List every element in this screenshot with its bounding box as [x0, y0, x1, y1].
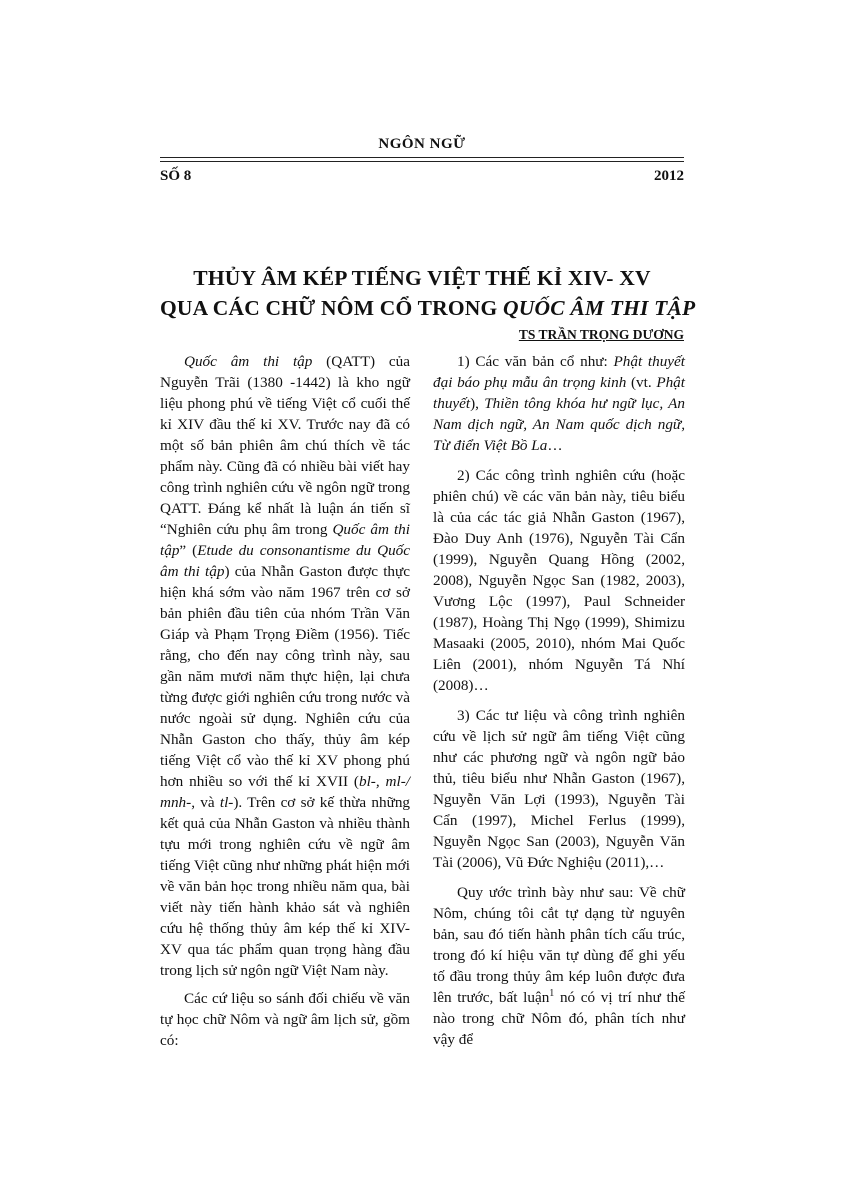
right-column — [433, 351, 685, 1059]
text-run: (QATT) của Nguyễn Trãi (1380 -1442) là kho ngữ liệu phong phú về tiếng Việt cổ cuối thế kỉ XIV đầu thế kỉ XV. Trước nay đã có một số bản phiên âm chú thích về tác phẩm này. Cũng đã có nhiều bài viết hay công trình nghiên cứu về ngôn ngữ trong QATT. Đáng kể nhất là luận án tiến sĩ “Nghiên cứu phụ âm trong — [160, 353, 410, 538]
text-run: , và — [191, 794, 220, 811]
text-run: bl-, ml-/ mnh- — [160, 773, 410, 811]
right-paragraph-4-b: nó có vị trí như thế nào trong chữ Nôm đó, phân tích như vậy để — [433, 989, 685, 1048]
text-run: Quốc âm thi tập — [160, 521, 410, 559]
text-run: ” ( — [179, 542, 198, 559]
right-paragraph-3: 3) Các tư liệu và công trình nghiên cứu về lịch sử ngữ âm tiếng Việt cũng như các phương ngữ và ngôn ngữ bảo thủ, tiêu biểu như Nhẫn Gaston (1967), Nguyễn Văn Lợi (1993), Nguyễn Tài Cẩn (1997), Michel Ferlus (1999), Nguyễn Ngọc San (2003), Nguyễn Văn Tài (2006), Vũ Đức Nghiệu (2011),… — [433, 707, 685, 871]
text-run: Thiền tông khóa hư ngữ lục, An Nam dịch ngữ, An Nam quốc dịch ngữ, Từ điển Việt Bồ La — [433, 395, 685, 454]
article-title-line1: THỦY ÂM KÉP TIẾNG VIỆT THẾ KỈ XIV- XV — [193, 266, 651, 290]
footnote-ref: 1 — [549, 987, 555, 999]
journal-name: NGÔN NGỮ — [378, 136, 466, 152]
issue-year: 2012 — [654, 168, 684, 184]
text-run: Phật thuyết đại báo phụ mẫu ân trọng kinh — [433, 353, 686, 391]
right-paragraph-4 — [433, 882, 685, 1050]
text-run: … — [547, 437, 563, 454]
right-paragraph-2: 2) Các công trình nghiên cứu (hoặc phiên chú) về các văn bản này, tiêu biểu là của các tác giả Nhẫn Gaston (1967), Đào Duy Anh (1976), Nguyễn Tài Cẩn (1999), Nguyễn Quang Hồng (2002, 2008), Nguyễn Ngọc San (1982, 2003), Vương Lộc (1997), Paul Schneider (1987), Hoàng Thị Ngọ (1999), Shimizu Masaaki (2005, 2010), nhóm Mai Quốc Liên (2001), nhóm Nguyễn Tá Nhí (2008)… — [433, 467, 685, 694]
title-line2-prefix: QUA CÁC CHỮ NÔM CỔ TRONG — [160, 296, 504, 320]
left-column — [160, 351, 410, 1058]
text-run: Quốc âm thi tập — [184, 353, 313, 370]
text-run: ) của Nhẫn Gaston được thực hiện khá sớm vào năm 1967 trên cơ sở bản phiên đầu tiên của nhóm Trần Văn Giáp và Phạm Trọng Điềm (1956). Tiếc rằng, cho đến nay công trình này, sau gần năm mươi năm thực hiện, lại chưa từng được giới nghiên cứu trong nước và nước ngoài sử dụng. Nghiên cứu của Nhẫn Gaston cho thấy, thủy âm kép tiếng Việt cổ vào thế kỉ XV phong phú hơn nhiều so với thế kỉ XVII ( — [160, 563, 410, 790]
article-author: TS TRẦN TRỌNG DƯƠNG — [518, 327, 684, 342]
text-run: tl- — [219, 794, 234, 811]
right-paragraph-1 — [433, 351, 685, 456]
text-run: Etude du consonantisme du Quốc âm thi tập — [160, 542, 410, 580]
text-run: 1) Các văn bản cổ như: — [457, 353, 614, 370]
title-line2-italic: QUỐC ÂM THI TẬP — [503, 296, 696, 320]
text-run: ). Trên cơ sở kế thừa những kết quả của Nhẫn Gaston và nhiều thành tựu mới trong nghiên cứu về ngữ âm tiếng Việt cũng như những phát hiện mới về văn bản học trong nhiều năm qua, bài viết này tiến hành khảo sát và nghiên cứu hệ thống thủy âm kép thế kỉ XIV- XV qua tác phẩm quan trọng hàng đầu trong lịch sử ngôn ngữ Việt Nam này. — [160, 794, 411, 979]
text-run: (vt. — [626, 374, 657, 391]
text-run: ), — [470, 395, 485, 412]
left-paragraph-1 — [160, 351, 410, 981]
text-run: Phật thuyết — [433, 374, 685, 412]
header-rule-bottom — [160, 161, 684, 162]
right-paragraph-4-a: Quy ước trình bày như sau: Về chữ Nôm, chúng tôi cắt tự dạng từ nguyên bản, sau đó tiến hành phân tích cấu trúc, trong đó kí hiệu văn tự dùng để ghi yếu tố đầu trong thủy âm kép luôn được đưa lên trước, bất luận — [433, 884, 685, 1006]
issue-number: SỐ 8 — [160, 168, 192, 184]
left-paragraph-2: Các cứ liệu so sánh đối chiếu về văn tự học chữ Nôm và ngữ âm lịch sử, gồm có: — [160, 990, 410, 1049]
article-title-line2 — [160, 296, 696, 321]
header-rule-top — [160, 157, 684, 158]
